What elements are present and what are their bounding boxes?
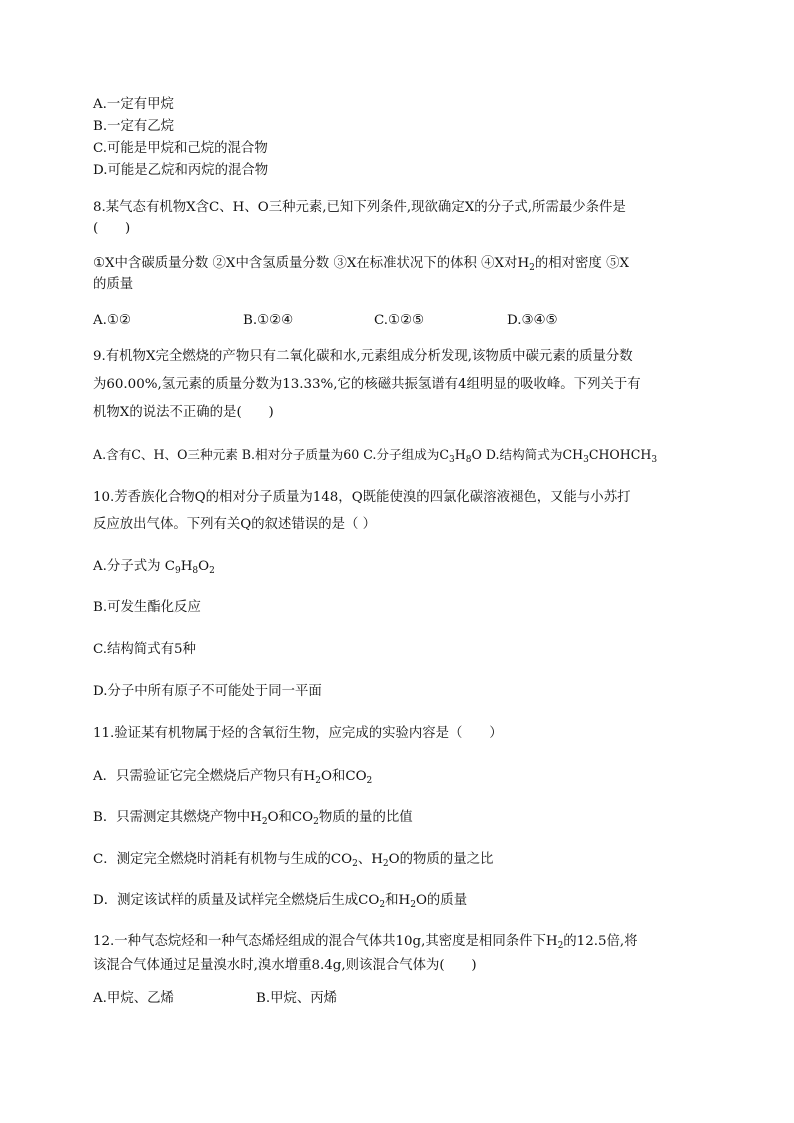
q10-option-d: D.分子中所有原子不可能处于同一平面 <box>93 684 322 699</box>
q12-stem-line2: 该混合气体通过足量溴水时,溴水增重8.4g,则该混合气体为( ) <box>93 958 477 973</box>
q8-option-c: C.①②⑤ <box>374 313 425 328</box>
q8-option-b: B.①②④ <box>243 313 294 328</box>
q9-stem-line2: 为60.00%,氢元素的质量分数为13.33%,它的核磁共振氢谱有4组明显的吸收峰。下列关于有 <box>93 377 641 392</box>
q10-option-a: A.分子式为 $C_9H_8O_2$ <box>93 559 215 576</box>
q12-option-b: B.甲烷、丙烯 <box>256 991 338 1006</box>
q8-conditions-line2: 的质量 <box>93 277 134 292</box>
q10-stem-line2: 反应放出气体。下列有关Q的叙述错误的是（ ） <box>93 517 377 532</box>
q7-option-c: C.可能是甲烷和己烷的混合物 <box>93 141 268 156</box>
q12-option-a: A.甲烷、乙烯 <box>93 991 174 1006</box>
q11-stem: 11.验证某有机物属于烃的含氧衍生物，应完成的实验内容是（ ） <box>93 726 503 741</box>
q8-stem-line2: ( ) <box>93 221 131 236</box>
q12-stem-line1: 12.一种气态烷烃和一种气态烯烃组成的混合气体共10g,其密度是相同条件下$H_2$的12.5倍,将 <box>93 934 638 951</box>
q8-stem-line1: 8.某气态有机物X含C、H、O三种元素,已知下列条件,现欲确定X的分子式,所需最少条件是 <box>93 200 626 215</box>
q9-stem-line3: 机物X的说法不正确的是( ) <box>93 405 274 420</box>
q8-conditions-line1: ①X中含碳质量分数 ②X中含氢质量分数 ③X在标准状况下的体积 ④X对$H_2$的相对密度 ⑤X <box>93 256 630 273</box>
q8-option-a: A.①② <box>93 313 131 328</box>
q9-options: A.含有C、H、O三种元素 B.相对分子质量为60 C.分子组成为$C_3H_8O$ D.结构简式为$CH_3CHOHCH_3$ <box>93 447 658 465</box>
q9-stem-line1: 9.有机物X完全燃烧的产物只有二氧化碳和水,元素组成分析发现,该物质中碳元素的质量分数 <box>93 349 633 364</box>
q10-option-c: C.结构简式有5种 <box>93 642 196 657</box>
q8-option-d: D.③④⑤ <box>507 313 558 328</box>
q11-option-c: C．测定完全燃烧时消耗有机物与生成的$CO_2$、$H_2O$的物质的量之比 <box>93 852 494 869</box>
q11-option-b: B．只需测定其燃烧产物中$H_2O$和$CO_2$物质的量的比值 <box>93 810 413 827</box>
q10-stem-line1: 10.芳香族化合物Q的相对分子质量为148，Q既能使溴的四氯化碳溶液褪色，又能与小苏打 <box>93 490 631 505</box>
q11-option-d: D．测定该试样的质量及试样完全燃烧后生成$CO_2$和$H_2O$的质量 <box>93 893 468 910</box>
q11-option-a: A．只需验证它完全燃烧后产物只有$H_2O$和$CO_2$ <box>93 769 373 786</box>
q7-option-a: A.一定有甲烷 <box>93 97 174 112</box>
q7-option-d: D.可能是乙烷和丙烷的混合物 <box>93 163 269 178</box>
q10-option-b: B.可发生酯化反应 <box>93 600 201 615</box>
q7-option-b: B.一定有乙烷 <box>93 119 175 134</box>
